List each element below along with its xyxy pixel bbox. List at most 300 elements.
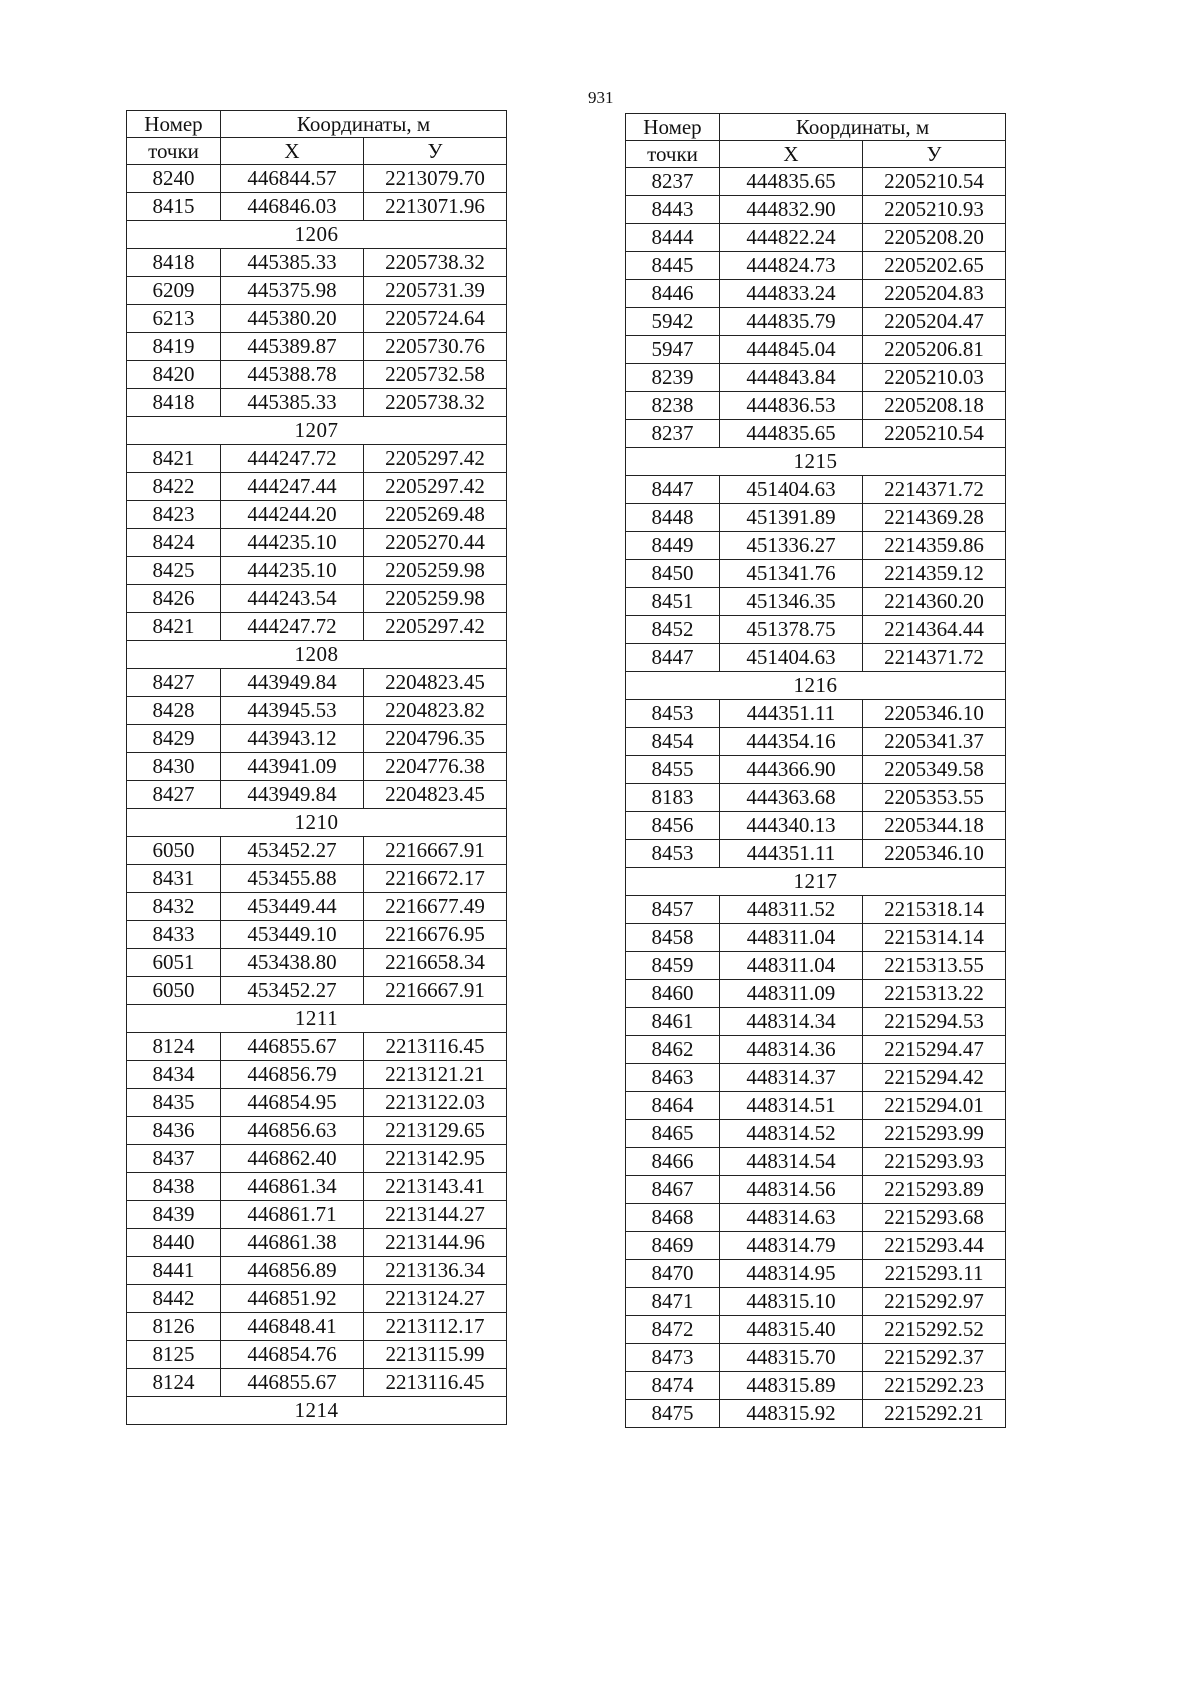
table-row xyxy=(626,224,1006,252)
x-coordinate-cell: 446854.95 xyxy=(221,1089,364,1117)
table-row xyxy=(127,1033,507,1061)
x-coordinate-cell: 448314.36 xyxy=(720,1036,863,1064)
point-number-cell: 8468 xyxy=(626,1204,720,1232)
table-row xyxy=(127,697,507,725)
table-row xyxy=(127,1229,507,1257)
y-coordinate-cell: 2204796.35 xyxy=(364,725,507,753)
x-coordinate-cell: 448311.04 xyxy=(720,952,863,980)
y-coordinate-cell: 2214369.28 xyxy=(863,504,1006,532)
x-coordinate-cell: 448315.89 xyxy=(720,1372,863,1400)
y-coordinate-cell: 2205204.47 xyxy=(863,308,1006,336)
y-coordinate-cell: 2205297.42 xyxy=(364,613,507,641)
group-row xyxy=(127,1397,507,1425)
y-coordinate-cell: 2215294.53 xyxy=(863,1008,1006,1036)
table-row xyxy=(127,1061,507,1089)
x-coordinate-cell: 444247.72 xyxy=(221,445,364,473)
y-coordinate-cell: 2205344.18 xyxy=(863,812,1006,840)
y-coordinate-cell: 2213129.65 xyxy=(364,1117,507,1145)
point-number-cell: 8125 xyxy=(127,1341,221,1369)
point-number-cell: 8237 xyxy=(626,420,720,448)
x-coordinate-cell: 445385.33 xyxy=(221,389,364,417)
table-row xyxy=(127,193,507,221)
x-coordinate-cell: 448314.79 xyxy=(720,1232,863,1260)
x-coordinate-cell: 448315.70 xyxy=(720,1344,863,1372)
x-coordinate-cell: 448314.63 xyxy=(720,1204,863,1232)
header-y: У xyxy=(863,141,1006,168)
table-row xyxy=(626,196,1006,224)
x-coordinate-cell: 445385.33 xyxy=(221,249,364,277)
x-coordinate-cell: 444366.90 xyxy=(720,756,863,784)
point-number-cell: 8442 xyxy=(127,1285,221,1313)
x-coordinate-cell: 446861.71 xyxy=(221,1201,364,1229)
y-coordinate-cell: 2215294.47 xyxy=(863,1036,1006,1064)
point-number-cell: 8436 xyxy=(127,1117,221,1145)
table-row xyxy=(626,1232,1006,1260)
y-coordinate-cell: 2215293.68 xyxy=(863,1204,1006,1232)
x-coordinate-cell: 444235.10 xyxy=(221,557,364,585)
point-number-cell: 8461 xyxy=(626,1008,720,1036)
x-coordinate-cell: 446854.76 xyxy=(221,1341,364,1369)
table-row xyxy=(626,616,1006,644)
page-number: 931 xyxy=(588,88,614,107)
x-coordinate-cell: 453455.88 xyxy=(221,865,364,893)
x-coordinate-cell: 446844.57 xyxy=(221,165,364,193)
y-coordinate-cell: 2205210.93 xyxy=(863,196,1006,224)
x-coordinate-cell: 443949.84 xyxy=(221,781,364,809)
table-row xyxy=(626,364,1006,392)
table-row xyxy=(626,588,1006,616)
table-row xyxy=(626,840,1006,868)
x-coordinate-cell: 444822.24 xyxy=(720,224,863,252)
y-coordinate-cell: 2205204.83 xyxy=(863,280,1006,308)
y-coordinate-cell: 2213112.17 xyxy=(364,1313,507,1341)
y-coordinate-cell: 2205353.55 xyxy=(863,784,1006,812)
table-row xyxy=(626,1176,1006,1204)
table-row xyxy=(127,669,507,697)
point-number-cell: 6213 xyxy=(127,305,221,333)
table-row xyxy=(626,476,1006,504)
point-number-cell: 8466 xyxy=(626,1148,720,1176)
table-row xyxy=(626,280,1006,308)
table-row xyxy=(626,1036,1006,1064)
point-number-cell: 8463 xyxy=(626,1064,720,1092)
y-coordinate-cell: 2215293.44 xyxy=(863,1232,1006,1260)
table-row xyxy=(127,753,507,781)
x-coordinate-cell: 448311.04 xyxy=(720,924,863,952)
x-coordinate-cell: 444354.16 xyxy=(720,728,863,756)
point-number-cell: 8441 xyxy=(127,1257,221,1285)
y-coordinate-cell: 2205210.54 xyxy=(863,168,1006,196)
group-label: 1216 xyxy=(626,672,1006,700)
table-row xyxy=(626,812,1006,840)
table-row xyxy=(626,728,1006,756)
x-coordinate-cell: 445375.98 xyxy=(221,277,364,305)
point-number-cell: 8455 xyxy=(626,756,720,784)
y-coordinate-cell: 2213122.03 xyxy=(364,1089,507,1117)
x-coordinate-cell: 448314.95 xyxy=(720,1260,863,1288)
x-coordinate-cell: 444835.79 xyxy=(720,308,863,336)
point-number-cell: 8428 xyxy=(127,697,221,725)
group-row xyxy=(127,641,507,669)
x-coordinate-cell: 446848.41 xyxy=(221,1313,364,1341)
table-row xyxy=(127,585,507,613)
point-number-cell: 8240 xyxy=(127,165,221,193)
point-number-cell: 8453 xyxy=(626,840,720,868)
header-x: X xyxy=(720,141,863,168)
table-row xyxy=(127,333,507,361)
group-label: 1210 xyxy=(127,809,507,837)
table-row xyxy=(626,952,1006,980)
x-coordinate-cell: 451404.63 xyxy=(720,644,863,672)
point-number-cell: 8432 xyxy=(127,893,221,921)
x-coordinate-cell: 444340.13 xyxy=(720,812,863,840)
point-number-cell: 8418 xyxy=(127,389,221,417)
x-coordinate-cell: 453438.80 xyxy=(221,949,364,977)
x-coordinate-cell: 446846.03 xyxy=(221,193,364,221)
x-coordinate-cell: 448314.37 xyxy=(720,1064,863,1092)
y-coordinate-cell: 2205349.58 xyxy=(863,756,1006,784)
x-coordinate-cell: 453452.27 xyxy=(221,977,364,1005)
x-coordinate-cell: 448315.10 xyxy=(720,1288,863,1316)
point-number-cell: 5942 xyxy=(626,308,720,336)
x-coordinate-cell: 448314.56 xyxy=(720,1176,863,1204)
point-number-cell: 8457 xyxy=(626,896,720,924)
group-row xyxy=(626,448,1006,476)
point-number-cell: 6051 xyxy=(127,949,221,977)
point-number-cell: 8469 xyxy=(626,1232,720,1260)
table-row xyxy=(127,1117,507,1145)
y-coordinate-cell: 2216677.49 xyxy=(364,893,507,921)
point-number-cell: 8427 xyxy=(127,781,221,809)
point-number-cell: 8430 xyxy=(127,753,221,781)
y-coordinate-cell: 2205210.54 xyxy=(863,420,1006,448)
y-coordinate-cell: 2205730.76 xyxy=(364,333,507,361)
table-row xyxy=(127,1257,507,1285)
point-number-cell: 8453 xyxy=(626,700,720,728)
table-row xyxy=(127,921,507,949)
table-row xyxy=(626,700,1006,728)
y-coordinate-cell: 2213142.95 xyxy=(364,1145,507,1173)
table-row xyxy=(127,1369,507,1397)
x-coordinate-cell: 444351.11 xyxy=(720,840,863,868)
x-coordinate-cell: 444835.65 xyxy=(720,168,863,196)
group-label: 1215 xyxy=(626,448,1006,476)
table-row xyxy=(626,392,1006,420)
y-coordinate-cell: 2205341.37 xyxy=(863,728,1006,756)
y-coordinate-cell: 2205259.98 xyxy=(364,585,507,613)
y-coordinate-cell: 2215294.42 xyxy=(863,1064,1006,1092)
table-row xyxy=(127,249,507,277)
table-row xyxy=(127,389,507,417)
y-coordinate-cell: 2205210.03 xyxy=(863,364,1006,392)
y-coordinate-cell: 2213079.70 xyxy=(364,165,507,193)
x-coordinate-cell: 451378.75 xyxy=(720,616,863,644)
point-number-cell: 8183 xyxy=(626,784,720,812)
table-row xyxy=(127,781,507,809)
group-label: 1217 xyxy=(626,868,1006,896)
y-coordinate-cell: 2214364.44 xyxy=(863,616,1006,644)
table-row xyxy=(626,168,1006,196)
y-coordinate-cell: 2204823.45 xyxy=(364,781,507,809)
point-number-cell: 6050 xyxy=(127,977,221,1005)
y-coordinate-cell: 2215313.22 xyxy=(863,980,1006,1008)
group-label: 1207 xyxy=(127,417,507,445)
x-coordinate-cell: 451341.76 xyxy=(720,560,863,588)
point-number-cell: 8439 xyxy=(127,1201,221,1229)
table-row xyxy=(127,361,507,389)
y-coordinate-cell: 2215292.23 xyxy=(863,1372,1006,1400)
x-coordinate-cell: 451391.89 xyxy=(720,504,863,532)
x-coordinate-cell: 446861.34 xyxy=(221,1173,364,1201)
point-number-cell: 8418 xyxy=(127,249,221,277)
table-row xyxy=(626,644,1006,672)
point-number-cell: 8438 xyxy=(127,1173,221,1201)
header-coordinates: Координаты, м xyxy=(720,114,1006,141)
table-row xyxy=(626,1008,1006,1036)
x-coordinate-cell: 453452.27 xyxy=(221,837,364,865)
x-coordinate-cell: 451404.63 xyxy=(720,476,863,504)
x-coordinate-cell: 448315.40 xyxy=(720,1316,863,1344)
point-number-cell: 8426 xyxy=(127,585,221,613)
y-coordinate-cell: 2215293.11 xyxy=(863,1260,1006,1288)
y-coordinate-cell: 2213144.96 xyxy=(364,1229,507,1257)
header-coordinates: Координаты, м xyxy=(221,111,507,138)
y-coordinate-cell: 2205208.20 xyxy=(863,224,1006,252)
table-row xyxy=(626,924,1006,952)
point-number-cell: 8470 xyxy=(626,1260,720,1288)
y-coordinate-cell: 2216667.91 xyxy=(364,837,507,865)
y-coordinate-cell: 2215318.14 xyxy=(863,896,1006,924)
x-coordinate-cell: 443941.09 xyxy=(221,753,364,781)
table-row xyxy=(127,1313,507,1341)
table-row xyxy=(127,949,507,977)
y-coordinate-cell: 2205206.81 xyxy=(863,336,1006,364)
table-row xyxy=(127,501,507,529)
table-row xyxy=(127,1201,507,1229)
x-coordinate-cell: 444833.24 xyxy=(720,280,863,308)
y-coordinate-cell: 2214359.86 xyxy=(863,532,1006,560)
header-point-number-line2: точки xyxy=(127,138,221,165)
group-label: 1214 xyxy=(127,1397,507,1425)
group-label: 1208 xyxy=(127,641,507,669)
point-number-cell: 8459 xyxy=(626,952,720,980)
table-row xyxy=(127,1285,507,1313)
y-coordinate-cell: 2214360.20 xyxy=(863,588,1006,616)
group-row xyxy=(127,1005,507,1033)
table-row xyxy=(127,1173,507,1201)
y-coordinate-cell: 2214371.72 xyxy=(863,476,1006,504)
table-row xyxy=(626,1400,1006,1428)
table-row xyxy=(127,865,507,893)
y-coordinate-cell: 2215292.37 xyxy=(863,1344,1006,1372)
header-y: У xyxy=(364,138,507,165)
table-row xyxy=(127,725,507,753)
x-coordinate-cell: 444843.84 xyxy=(720,364,863,392)
x-coordinate-cell: 451336.27 xyxy=(720,532,863,560)
point-number-cell: 8475 xyxy=(626,1400,720,1428)
group-row xyxy=(127,221,507,249)
point-number-cell: 8448 xyxy=(626,504,720,532)
x-coordinate-cell: 446861.38 xyxy=(221,1229,364,1257)
y-coordinate-cell: 2214359.12 xyxy=(863,560,1006,588)
y-coordinate-cell: 2216676.95 xyxy=(364,921,507,949)
point-number-cell: 8421 xyxy=(127,613,221,641)
x-coordinate-cell: 446856.63 xyxy=(221,1117,364,1145)
header-x: X xyxy=(221,138,364,165)
x-coordinate-cell: 443945.53 xyxy=(221,697,364,725)
point-number-cell: 8444 xyxy=(626,224,720,252)
table-row xyxy=(626,1204,1006,1232)
y-coordinate-cell: 2213116.45 xyxy=(364,1369,507,1397)
table-row xyxy=(626,896,1006,924)
point-number-cell: 8423 xyxy=(127,501,221,529)
y-coordinate-cell: 2204823.82 xyxy=(364,697,507,725)
point-number-cell: 8434 xyxy=(127,1061,221,1089)
x-coordinate-cell: 445388.78 xyxy=(221,361,364,389)
x-coordinate-cell: 448314.52 xyxy=(720,1120,863,1148)
x-coordinate-cell: 444835.65 xyxy=(720,420,863,448)
table-row xyxy=(626,1372,1006,1400)
x-coordinate-cell: 448314.51 xyxy=(720,1092,863,1120)
x-coordinate-cell: 443943.12 xyxy=(221,725,364,753)
y-coordinate-cell: 2205202.65 xyxy=(863,252,1006,280)
y-coordinate-cell: 2216658.34 xyxy=(364,949,507,977)
x-coordinate-cell: 446851.92 xyxy=(221,1285,364,1313)
y-coordinate-cell: 2214371.72 xyxy=(863,644,1006,672)
x-coordinate-cell: 444247.72 xyxy=(221,613,364,641)
x-coordinate-cell: 448311.09 xyxy=(720,980,863,1008)
y-coordinate-cell: 2204776.38 xyxy=(364,753,507,781)
y-coordinate-cell: 2215292.21 xyxy=(863,1400,1006,1428)
table-row xyxy=(626,980,1006,1008)
x-coordinate-cell: 445380.20 xyxy=(221,305,364,333)
table-row xyxy=(127,305,507,333)
table-row xyxy=(626,756,1006,784)
table-row xyxy=(127,977,507,1005)
point-number-cell: 8458 xyxy=(626,924,720,952)
y-coordinate-cell: 2205732.58 xyxy=(364,361,507,389)
table-row xyxy=(626,420,1006,448)
table-row xyxy=(626,532,1006,560)
y-coordinate-cell: 2213071.96 xyxy=(364,193,507,221)
point-number-cell: 8239 xyxy=(626,364,720,392)
group-row xyxy=(127,417,507,445)
y-coordinate-cell: 2215292.52 xyxy=(863,1316,1006,1344)
point-number-cell: 6209 xyxy=(127,277,221,305)
x-coordinate-cell: 448315.92 xyxy=(720,1400,863,1428)
table-row xyxy=(626,1316,1006,1344)
y-coordinate-cell: 2215293.99 xyxy=(863,1120,1006,1148)
table-row xyxy=(626,308,1006,336)
y-coordinate-cell: 2213143.41 xyxy=(364,1173,507,1201)
y-coordinate-cell: 2205738.32 xyxy=(364,389,507,417)
table-row xyxy=(127,557,507,585)
point-number-cell: 5947 xyxy=(626,336,720,364)
y-coordinate-cell: 2205738.32 xyxy=(364,249,507,277)
x-coordinate-cell: 444832.90 xyxy=(720,196,863,224)
coordinates-table-right xyxy=(625,113,1006,1428)
y-coordinate-cell: 2205270.44 xyxy=(364,529,507,557)
table-row xyxy=(127,473,507,501)
point-number-cell: 8464 xyxy=(626,1092,720,1120)
point-number-cell: 8437 xyxy=(127,1145,221,1173)
point-number-cell: 8425 xyxy=(127,557,221,585)
table-row xyxy=(127,1145,507,1173)
point-number-cell: 8449 xyxy=(626,532,720,560)
table-row xyxy=(127,613,507,641)
table-row xyxy=(127,165,507,193)
point-number-cell: 8447 xyxy=(626,476,720,504)
y-coordinate-cell: 2213124.27 xyxy=(364,1285,507,1313)
y-coordinate-cell: 2205731.39 xyxy=(364,277,507,305)
y-coordinate-cell: 2205208.18 xyxy=(863,392,1006,420)
y-coordinate-cell: 2205724.64 xyxy=(364,305,507,333)
point-number-cell: 8456 xyxy=(626,812,720,840)
y-coordinate-cell: 2204823.45 xyxy=(364,669,507,697)
x-coordinate-cell: 444351.11 xyxy=(720,700,863,728)
point-number-cell: 8460 xyxy=(626,980,720,1008)
point-number-cell: 8473 xyxy=(626,1344,720,1372)
table-row xyxy=(626,1064,1006,1092)
table-row xyxy=(626,1092,1006,1120)
table-row xyxy=(127,445,507,473)
point-number-cell: 8427 xyxy=(127,669,221,697)
table-row xyxy=(626,1344,1006,1372)
x-coordinate-cell: 446862.40 xyxy=(221,1145,364,1173)
point-number-cell: 8124 xyxy=(127,1033,221,1061)
table-row xyxy=(127,1341,507,1369)
y-coordinate-cell: 2205297.42 xyxy=(364,445,507,473)
y-coordinate-cell: 2205346.10 xyxy=(863,840,1006,868)
point-number-cell: 8238 xyxy=(626,392,720,420)
table-row xyxy=(626,336,1006,364)
y-coordinate-cell: 2215293.93 xyxy=(863,1148,1006,1176)
x-coordinate-cell: 448314.34 xyxy=(720,1008,863,1036)
table-row xyxy=(127,1089,507,1117)
y-coordinate-cell: 2205259.98 xyxy=(364,557,507,585)
x-coordinate-cell: 446855.67 xyxy=(221,1033,364,1061)
x-coordinate-cell: 444244.20 xyxy=(221,501,364,529)
group-row xyxy=(626,868,1006,896)
point-number-cell: 8462 xyxy=(626,1036,720,1064)
point-number-cell: 8424 xyxy=(127,529,221,557)
x-coordinate-cell: 444363.68 xyxy=(720,784,863,812)
table-row xyxy=(626,784,1006,812)
group-row xyxy=(626,672,1006,700)
point-number-cell: 8124 xyxy=(127,1369,221,1397)
y-coordinate-cell: 2215314.14 xyxy=(863,924,1006,952)
point-number-cell: 8237 xyxy=(626,168,720,196)
table-row xyxy=(127,277,507,305)
header-point-number-line2: точки xyxy=(626,141,720,168)
y-coordinate-cell: 2205297.42 xyxy=(364,473,507,501)
x-coordinate-cell: 444247.44 xyxy=(221,473,364,501)
point-number-cell: 8451 xyxy=(626,588,720,616)
coordinates-table-left xyxy=(126,110,507,1425)
x-coordinate-cell: 448314.54 xyxy=(720,1148,863,1176)
point-number-cell: 8421 xyxy=(127,445,221,473)
point-number-cell: 8126 xyxy=(127,1313,221,1341)
x-coordinate-cell: 444824.73 xyxy=(720,252,863,280)
point-number-cell: 8472 xyxy=(626,1316,720,1344)
table-row xyxy=(127,893,507,921)
point-number-cell: 8420 xyxy=(127,361,221,389)
y-coordinate-cell: 2215293.89 xyxy=(863,1176,1006,1204)
x-coordinate-cell: 448311.52 xyxy=(720,896,863,924)
point-number-cell: 8454 xyxy=(626,728,720,756)
x-coordinate-cell: 444845.04 xyxy=(720,336,863,364)
x-coordinate-cell: 443949.84 xyxy=(221,669,364,697)
